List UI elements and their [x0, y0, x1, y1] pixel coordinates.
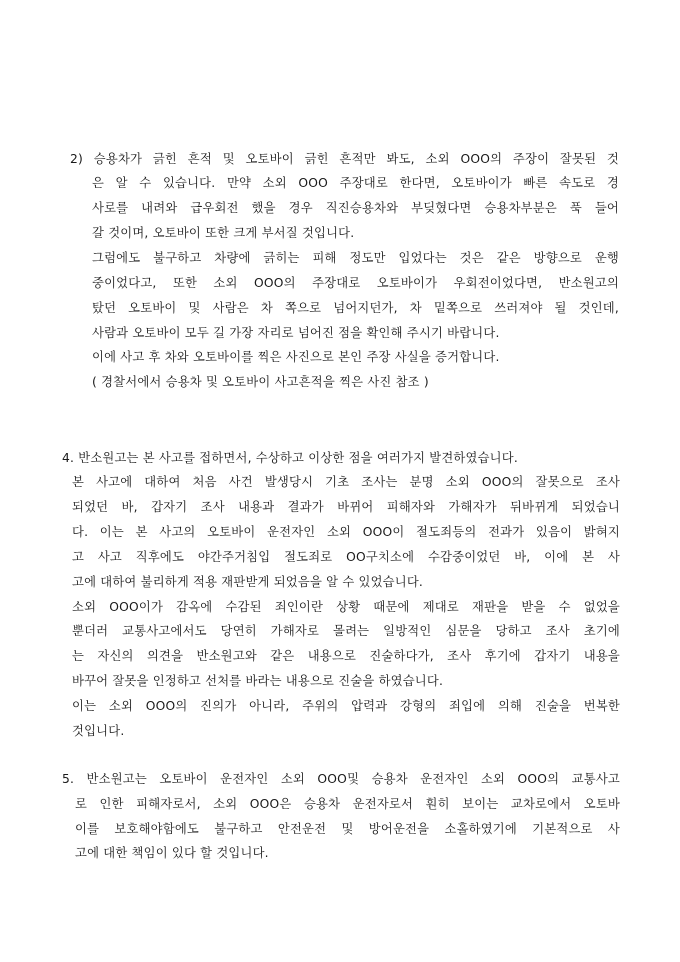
text-line: 5. 반소원고는 오토바이 운전자인 소외 OOO및 승용차 운전자인 소외 OOO의 교통사고: [62, 772, 620, 786]
text-line: 다. 이는 본 사고의 오토바이 운전자인 소외 OOO이 절도죄등의 전과가 있음이 밝혀지: [72, 525, 620, 539]
text-line: 4. 반소원고는 본 사고를 접하면서, 수상하고 이상한 점을 여러가지 발견하였습니다.: [62, 451, 518, 465]
text-line: 본 사고에 대하여 처음 사건 발생당시 기초 조사는 분명 소외 OOO의 잘못으로 조사: [72, 475, 620, 489]
text-line: 것입니다.: [72, 724, 125, 738]
text-line: 소외 OOO이가 감옥에 수감된 죄인이란 상황 때문에 제대로 재판을 받을 수 없었을: [72, 600, 620, 614]
text-line: 고에 대한 책임이 있다 할 것입니다.: [75, 846, 269, 860]
text-line: 2) 승용차가 긁힌 흔적 및 오토바이 긁힌 흔적만 봐도, 소외 OOO의 주장이 잘못된 것: [70, 152, 619, 166]
text-line: 고 사고 직후에도 야간주거침입 절도죄로 OO구치소에 수감중이었던 바, 이에 본 사: [72, 550, 620, 564]
text-line: 이는 소외 OOO의 진의가 아니라, 주위의 압력과 강형의 죄입에 의해 진술을 번복한: [72, 699, 620, 713]
text-line: 되었던 바, 갑자기 조사 내용과 결과가 바뀌어 피해자와 가해자가 뒤바뀌게 되었습니: [72, 500, 620, 514]
text-line: 사로를 내려와 급우회전 했을 경우 직진승용차와 부딪혔다면 승용차부분은 푹 들어: [92, 201, 619, 215]
text-line: 이를 보호해야함에도 불구하고 안전운전 및 방어운전을 소홀하였기에 기본적으로 사: [75, 822, 620, 836]
text-line: 이에 사고 후 차와 오토바이를 찍은 사진으로 본인 주장 사실을 증거합니다.: [92, 350, 500, 364]
text-line: 탔던 오토바이 및 사람은 차 쪽으로 넘어지던가, 차 밑쪽으로 쓰러져야 될 것인데,: [92, 301, 619, 315]
text-line: 사람과 오토바이 모두 길 가장 자리로 넘어진 점을 확인해 주시기 바랍니다.: [92, 326, 500, 340]
text-line: 뿐더러 교통사고에서도 당연히 가해자로 몰려는 일방적인 심문을 당하고 조사 초기에: [72, 624, 620, 638]
text-line: 은 알 수 있습니다. 만약 소외 OOO 주장대로 한다면, 오토바이가 빠른 속도로 경: [92, 176, 619, 190]
text-line: 는 자신의 의견을 반소원고와 같은 내용으로 진술하다가, 조사 후기에 갑자기 내용을: [72, 649, 620, 663]
text-line: 바꾸어 잘못을 인정하고 선처를 바라는 내용으로 진술을 하였습니다.: [72, 674, 444, 688]
text-line: 고에 대하여 불리하게 적용 재판받게 되었음을 알 수 있었습니다.: [72, 575, 424, 589]
text-line: 그럼에도 불구하고 차량에 긁히는 피해 정도만 입었다는 것은 같은 방향으로 운행: [92, 251, 619, 265]
text-line: ( 경찰서에서 승용차 및 오토바이 사고흔적을 찍은 사진 참조 ): [92, 375, 429, 389]
text-line: 로 인한 피해자로서, 소외 OOO은 승용차 운전자로서 훤히 보이는 교차로에서 오토바: [75, 797, 620, 811]
text-line: 중이었다고, 또한 소외 OOO의 주장대로 오토바이가 우회전이었다면, 반소원고의: [92, 276, 619, 290]
text-line: 갈 것이며, 오토바이 또한 크게 부서질 것입니다.: [92, 226, 355, 240]
